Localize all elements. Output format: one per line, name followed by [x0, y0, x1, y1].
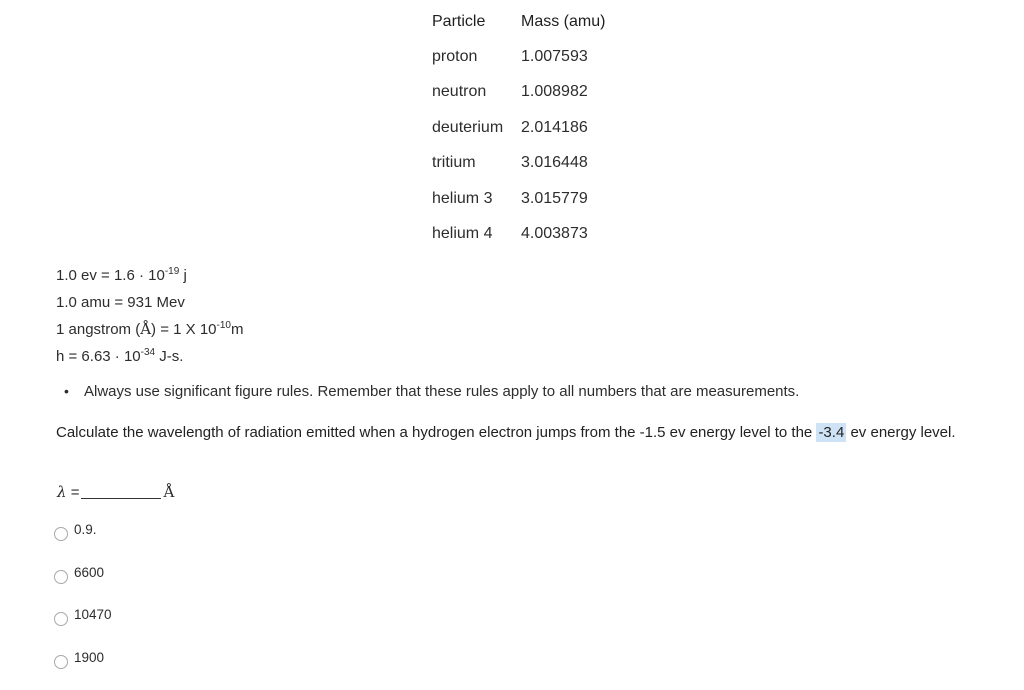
table-row — [427, 110, 631, 145]
highlighted-selection: -3.4 — [818, 424, 845, 441]
mass-cell: 1.008982 — [521, 83, 588, 101]
ev-constant-unit: j — [179, 267, 187, 284]
mass-cell: 2.014186 — [521, 118, 588, 136]
particle-cell: tritium — [432, 154, 476, 172]
ev-constant-exponent: -19 — [164, 266, 180, 277]
particle-cell: neutron — [432, 83, 487, 101]
radio-button-icon[interactable] — [54, 527, 68, 541]
particle-cell: helium 4 — [432, 225, 493, 243]
planck-constant — [56, 343, 243, 370]
table-row — [427, 146, 631, 181]
question-text-end: ev energy level. — [846, 424, 956, 441]
particle-cell: helium 3 — [432, 189, 493, 207]
table-row — [427, 216, 631, 251]
angstrom-unit: Å — [163, 483, 175, 501]
question-text-main: Calculate the wavelength of radiation emitted when a hydrogen electron jumps from the -1.5 ev energy level to the — [56, 424, 817, 441]
particle-cell: proton — [432, 48, 478, 66]
ev-constant — [56, 262, 243, 289]
angstrom-symbol: Å — [140, 320, 152, 338]
angstrom-constant-text: 1 angstrom ( — [56, 321, 141, 338]
mass-cell: 1.007593 — [521, 48, 588, 66]
ev-constant-text: 1.0 ev = 1.6 · 10 — [56, 267, 165, 284]
table-header-row — [427, 4, 631, 39]
question-text — [56, 419, 986, 446]
blank-line — [81, 498, 161, 499]
angstrom-constant-exponent: -10 — [216, 320, 231, 331]
option-item[interactable] — [54, 603, 112, 646]
option-label[interactable]: 0.9. — [74, 522, 97, 537]
mass-cell: 4.003873 — [521, 225, 588, 243]
sig-fig-note — [64, 383, 799, 400]
angstrom-constant-unit: m — [230, 321, 244, 338]
option-item[interactable] — [54, 518, 112, 561]
option-label[interactable]: 10470 — [74, 607, 112, 622]
radio-button-icon[interactable] — [54, 570, 68, 584]
sig-fig-note-text: Always use significant figure rules. Remember that these rules apply to all numbers that are measurements. — [84, 383, 800, 400]
mass-cell: 3.016448 — [521, 154, 588, 172]
option-item[interactable] — [54, 646, 112, 689]
answer-options — [54, 518, 112, 688]
constants-block — [56, 262, 243, 370]
amu-constant: 1.0 amu = 931 Mev — [56, 294, 185, 311]
planck-constant-unit: J-s. — [155, 348, 184, 365]
planck-constant-text: h = 6.63 · 10 — [56, 348, 141, 365]
particle-cell: deuterium — [432, 118, 504, 136]
radio-button-icon[interactable] — [54, 612, 68, 626]
table-row — [427, 75, 631, 110]
planck-constant-exponent: -34 — [140, 347, 156, 358]
equals-sign: = — [70, 484, 80, 501]
option-item[interactable] — [54, 561, 112, 604]
angstrom-constant-value: ) = 1 X 10 — [151, 321, 217, 338]
answer-blank — [57, 483, 174, 501]
bullet-icon: • — [64, 383, 69, 399]
particle-mass-table — [427, 4, 631, 252]
radio-button-icon[interactable] — [54, 655, 68, 669]
option-label[interactable]: 1900 — [74, 649, 105, 665]
table-row — [427, 181, 631, 216]
mass-cell: 3.015779 — [521, 189, 588, 207]
column-header-mass: Mass (amu) — [521, 12, 606, 30]
column-header-particle: Particle — [432, 12, 486, 30]
table-row — [427, 39, 631, 74]
lambda-symbol: λ — [57, 483, 67, 501]
angstrom-constant — [56, 316, 243, 343]
option-label[interactable]: 6600 — [74, 564, 105, 580]
